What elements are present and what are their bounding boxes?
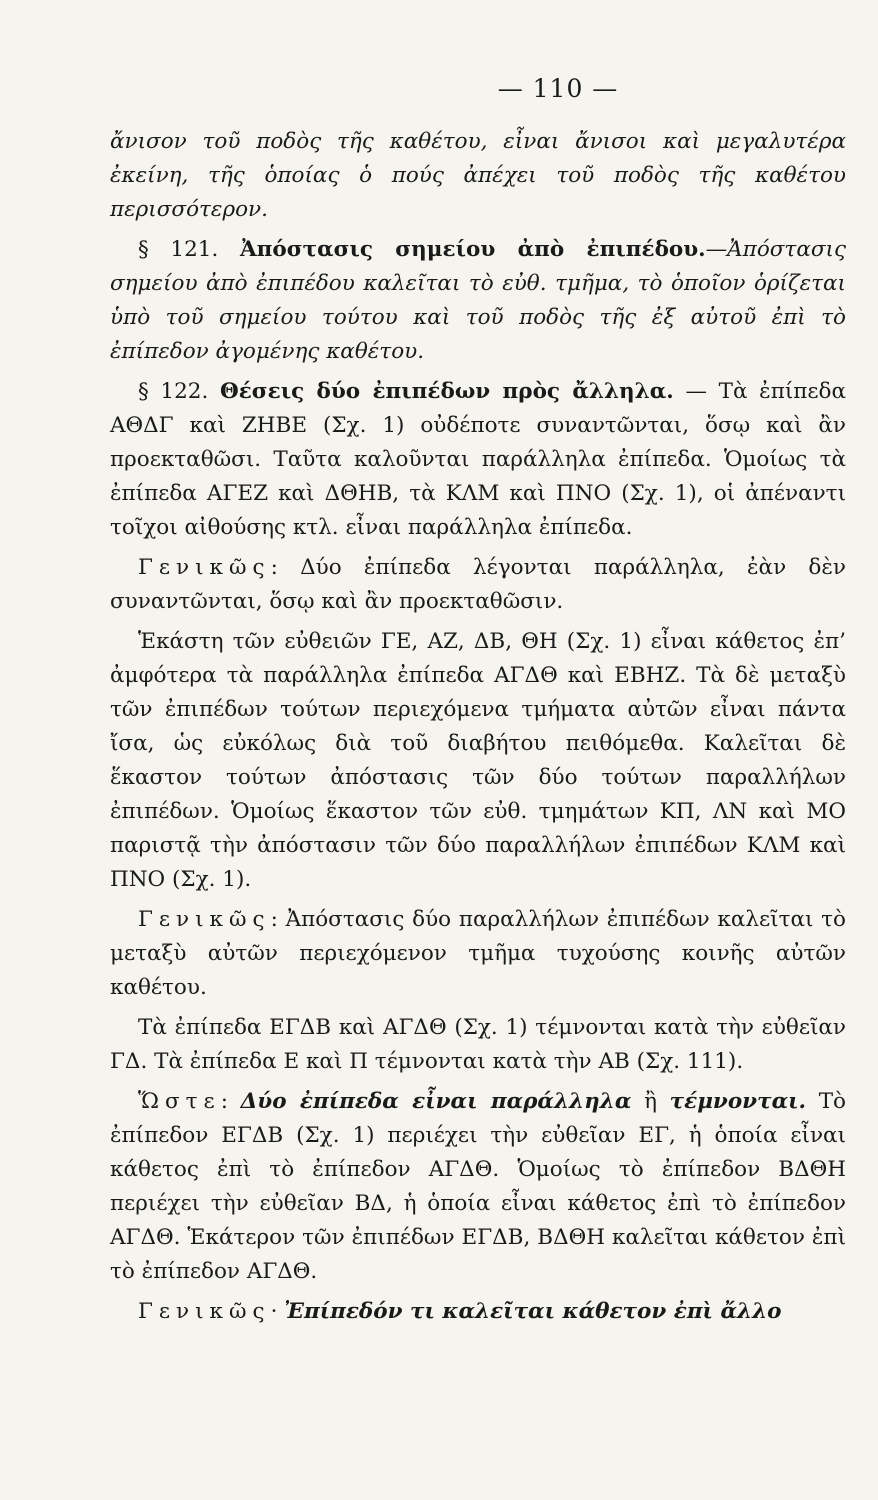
general-statement-2 <box>110 903 846 1005</box>
paragraph-continuation <box>110 125 846 227</box>
spaced-keyword: Ὥστε <box>138 1089 221 1114</box>
paragraph-conclusion <box>110 1085 846 1289</box>
body-text: : Ἀπόστασις δύο παραλλήλων ἐπιπέδων καλεῖται τὸ μεταξὺ αὐτῶν περιεχόμενον τμῆμα τυχούσης κοινῆς αὐτῶν καθέτου. <box>110 907 846 1000</box>
general-statement-3 <box>110 1295 846 1329</box>
body-text: Τὰ ἐπίπεδα ΕΓΔΒ καὶ ΑΓΔΘ (Σχ. 1) τέμνονται κατὰ τὴν εὐθεῖαν ΓΔ. Τὰ ἐπίπεδα Ε καὶ Π τέμνονται κατὰ τὴν ΑΒ (Σχ. 111). <box>110 1015 846 1074</box>
section-122 <box>110 375 846 545</box>
text-run: ἄνισον τοῦ ποδὸς τῆς καθέτου, εἶναι ἄνισοι καὶ μεγαλυτέρα ἐκείνη, τῆς ὁποίας ὁ πούς ἀπέχει τοῦ ποδὸς τῆς καθέτου περισσότερον. <box>110 129 846 222</box>
section-121 <box>110 233 846 369</box>
section-heading: Ἀπόστασις σημείου ἀπὸ ἐπιπέδου. <box>240 237 706 262</box>
section-heading: Θέσεις δύο ἐπιπέδων πρὸς ἄλληλα. <box>219 379 674 404</box>
punctuation: · <box>270 1299 285 1324</box>
emphasis-text: Δύο ἐπίπεδα εἶναι παράλληλα <box>240 1089 632 1114</box>
body-text: Τὸ ἐπίπεδον ΕΓΔΒ (Σχ. 1) περιέχει τὴν εὐθεῖαν ΕΓ, ἡ ὁποία εἶναι κάθετος ἐπὶ τὸ ἐπίπεδον ΑΓΔΘ. Ὁμοίως τὸ ἐπίπεδον ΒΔΘΗ περιέχει τὴν εὐθεῖαν ΒΔ, ἡ ὁποία εἶναι κάθετος ἐπὶ τὸ ἐπίπεδον ΑΓΔΘ. Ἑκάτερον τῶν ἐπιπέδων ΕΓΔΒ, ΒΔΘΗ καλεῖται κάθετον ἐπὶ τὸ ἐπίπεδον ΑΓΔΘ. <box>110 1089 846 1284</box>
section-number: § 121. <box>138 237 240 262</box>
body-text: ἢ <box>631 1089 670 1114</box>
body-text: Ἑκάστη τῶν εὐθειῶν ΓΕ, ΑΖ, ΔΒ, ΘΗ (Σχ. 1) εἶναι κάθετος ἐπ’ ἀμφότερα τὰ παράλληλα ἐπίπεδα ΑΓΔΘ καὶ ΕΒΗΖ. Τὰ δὲ μεταξὺ τῶν ἐπιπέδων τούτων περιεχόμενα τμήματα αὐτῶν εἶναι πάντα ἴσα, ὡς εὐκόλως διὰ τοῦ διαβήτου πειθόμεθα. Καλεῖται δὲ ἕκαστον τούτων ἀπόστασις τῶν δύο τούτων παραλλήλων ἐπιπέδων. Ὁμοίως ἕκαστον τῶν εὐθ. τμημάτων ΚΠ, ΛΝ καὶ ΜΟ παριστᾷ τὴν ἀπόστασιν τῶν δύο παραλλήλων ἐπιπέδων ΚΛΜ καὶ ΠΝΟ (Σχ. 1). <box>110 629 846 892</box>
general-statement-1 <box>110 551 846 619</box>
emphasis-text: Ἐπίπεδόν τι καλεῖται κάθετον ἐπὶ ἄλλο <box>284 1299 782 1324</box>
emphasis-text: τέμνονται. <box>669 1089 807 1114</box>
definition-text: —Ἀπόστασις σημείου ἀπὸ ἐπιπέδου καλεῖται τὸ εὐθ. τμῆμα, τὸ ὁποῖον ὁρίζεται ὑπὸ τοῦ σημείου τούτου καὶ τοῦ ποδὸς τῆς ἐξ αὐτοῦ ἐπὶ τὸ ἐπίπεδον ἀγομένης καθέτου. <box>110 237 846 364</box>
paragraph-distances <box>110 625 846 897</box>
page-number: — 110 — <box>497 74 619 103</box>
punctuation: : <box>220 1089 241 1114</box>
spaced-keyword: Γενικῶς <box>138 1299 271 1324</box>
section-number: § 122. <box>138 379 220 404</box>
body-text: — Τὰ ἐπίπεδα ΑΘΔΓ καὶ ΖΗΒΕ (Σχ. 1) οὐδέποτε συναντῶνται, ὅσῳ καὶ ἂν προεκταθῶσι. Ταῦτα καλοῦνται παράλληλα ἐπίπεδα. Ὁμοίως τὰ ἐπίπεδα ΑΓΕΖ καὶ ΔΘΗΒ, τὰ ΚΛΜ καὶ ΠΝΟ (Σχ. 1), οἱ ἀπέναντι τοῖχοι αἰθούσης κτλ. εἶναι παράλληλα ἐπίπεδα. <box>110 379 846 540</box>
paragraph-intersecting <box>110 1011 846 1079</box>
spaced-keyword: Γενικῶς <box>138 555 271 580</box>
body-text: : Δύο ἐπίπεδα λέγονται παράλληλα, ἐὰν δὲν συναντῶνται, ὅσῳ καὶ ἂν προεκταθῶσιν. <box>110 555 846 614</box>
spaced-keyword: Γενικῶς <box>138 907 271 932</box>
